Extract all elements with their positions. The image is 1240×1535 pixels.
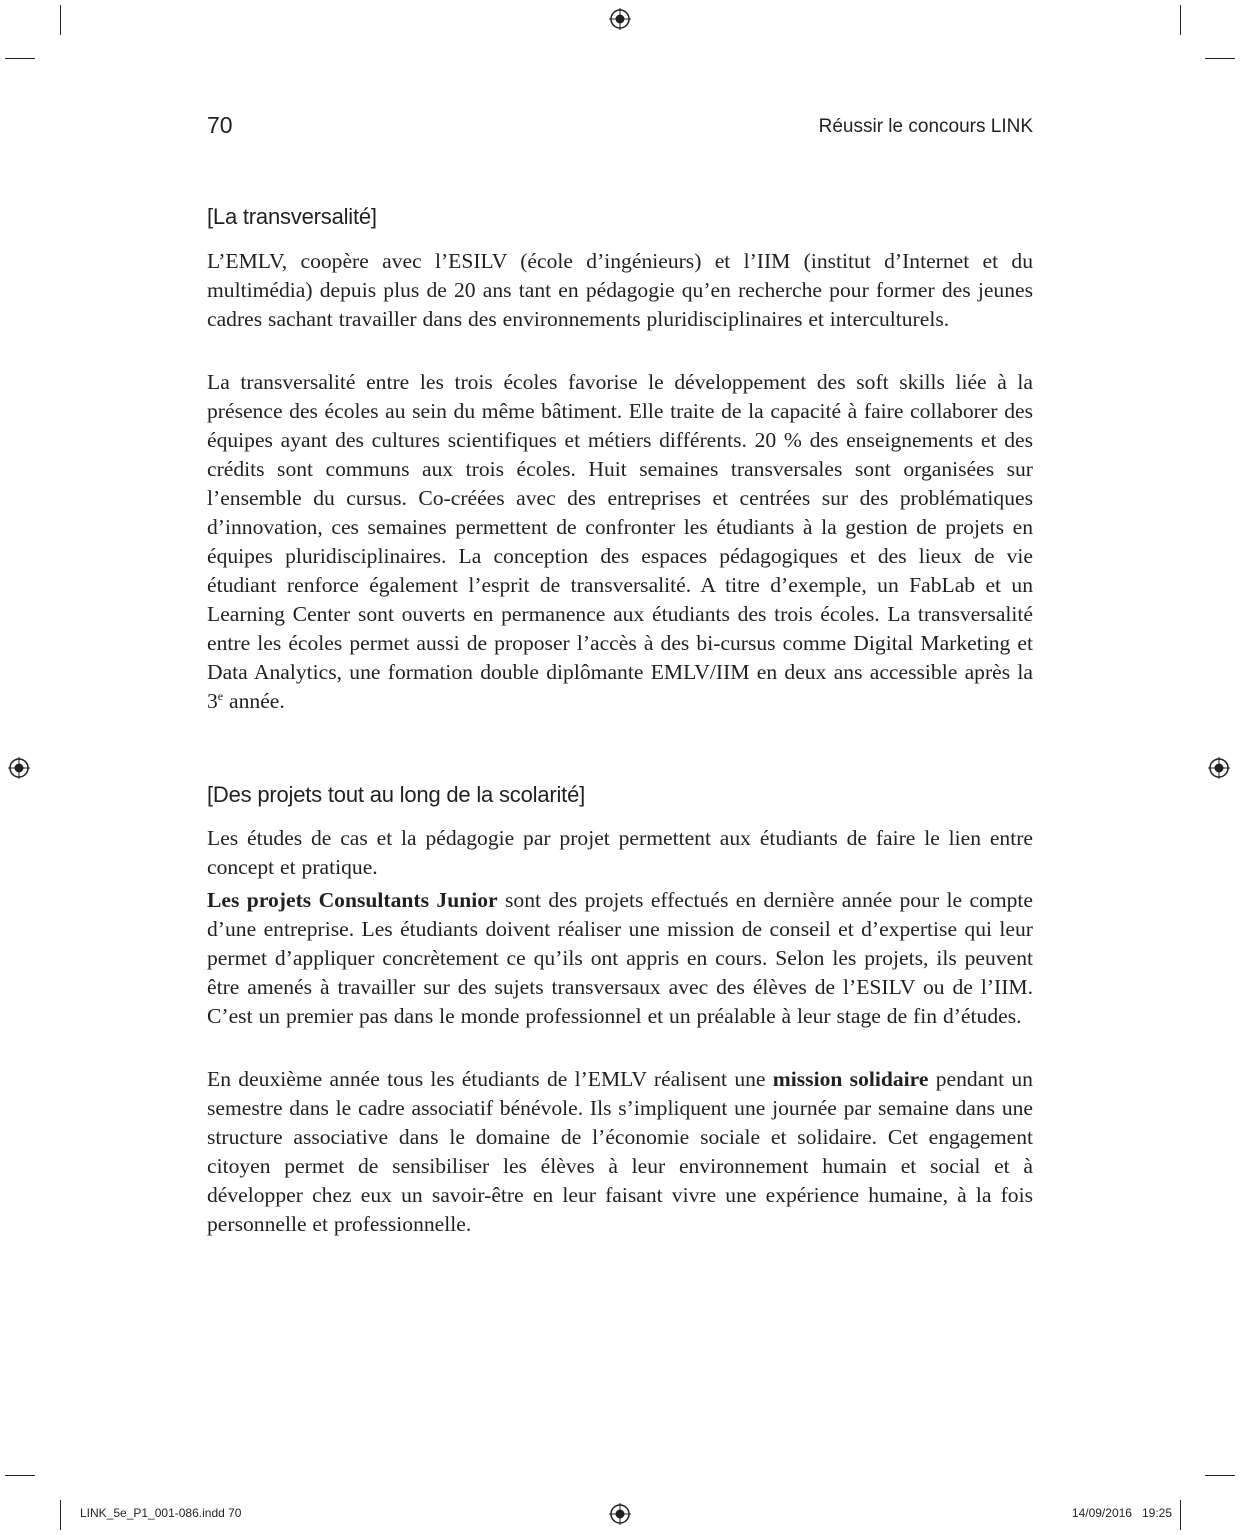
paragraph-text-end: pendant un semestre dans le cadre associatif bénévole. Ils s’impliquent une journée par semaine dans une structure associative dans le domaine de l’économie sociale et solidaire. Cet engagement citoyen permet de sensibiliser les élèves à leur environnement humain et social et à développer chez eux un savoir-être en leur faisant vivre une expérience humaine, à la fois personnelle et professionnelle. (207, 1067, 1033, 1236)
section-heading-transversalite: [La transversalité] (207, 204, 377, 229)
registration-mark-bottom (609, 1503, 631, 1525)
paragraph-mission-solidaire (207, 1065, 1033, 1239)
crop-mark-top-right (1205, 58, 1235, 59)
paragraph-etudes-de-cas: Les études de cas et la pédagogie par projet permettent aux étudiants de faire le lien entre concept et pratique. (207, 826, 1033, 879)
running-head (207, 112, 1033, 148)
registration-mark-top (609, 8, 631, 30)
registration-mark-right (1208, 757, 1230, 779)
slug-file-name: LINK_5e_P1_001-086.indd 70 (80, 1506, 242, 1520)
crop-mark-bottom-left (5, 1475, 35, 1476)
paragraph-text: sont des projets effectués en dernière année pour le compte d’une entreprise. Les étudiants doivent réaliser une mission de conseil et d’expertise qui leur permet d’appliquer concrètement ce qu’ils ont appris en cours. Selon les projets, ils peuvent être amenés à travailler sur des sujets transversaux avec des élèves de l’ESILV ou de l’IIM. C’est un premier pas dans le monde professionnel et un préalable à leur stage de fin d’études. (207, 888, 1033, 1028)
paragraph-text-end: année. (223, 689, 285, 713)
crop-mark-top-left (60, 5, 61, 35)
book-title: Réussir le concours LINK (818, 116, 1033, 137)
crop-mark-bottom-left (60, 1500, 61, 1530)
crop-mark-top-right (1180, 5, 1181, 35)
page-number: 70 (207, 112, 233, 138)
paragraph-transversalite-details (207, 368, 1033, 716)
bold-term: mission solidaire (772, 1067, 929, 1091)
bold-term: Les projets Consultants Junior (207, 888, 498, 912)
superscript-e: e (217, 689, 224, 703)
crop-mark-bottom-right (1205, 1475, 1235, 1476)
paragraph-text: La transversalité entre les trois écoles favorise le développement des soft skills liée à la présence des écoles au sein du même bâtiment. Elle traite de la capacité à faire collaborer des équipes ayant des cultures scientifiques et métiers différents. 20 % des enseignements et des crédits sont communs aux trois écoles. Huit semaines transversales sont organisées sur l’ensemble du cursus. Co-créées avec des entreprises et centrées sur des problématiques d’innovation, ces semaines permettent de confronter les étudiants à la gestion de projets en équipes pluridisciplinaires. La conception des espaces pédagogiques et des lieux de vie étudiant renforce également l’esprit de transversalité. A titre d’exemple, un FabLab et un Learning Center sont ouverts en permanence aux étudiants des trois écoles. La transversalité entre les écoles permet aussi de proposer l’accès à des bi-cursus comme Digital Marketing et Data Analytics, une formation double diplômante EMLV/IIM en deux ans accessible après la 3 (207, 370, 1033, 713)
paragraph-text: En deuxième année tous les étudiants de l’EMLV réalisent une (207, 1067, 773, 1091)
paragraph-emlv-cooperation: L’EMLV, coopère avec l’ESILV (école d’ingénieurs) et l’IIM (institut d’Internet et du multimédia) depuis plus de 20 ans tant en pédagogie qu’en recherche pour former des jeunes cadres sachant travailler dans des environnements pluridisciplinaires et interculturels. (207, 249, 1033, 331)
slug-timestamp: 14/09/2016 19:25 (1071, 1506, 1172, 1520)
crop-mark-top-left (5, 58, 35, 59)
paragraph-consultants-junior (207, 886, 1033, 1031)
section-heading-projets: [Des projets tout au long de la scolarité] (207, 782, 586, 807)
registration-mark-left (8, 757, 30, 779)
crop-mark-bottom-right (1180, 1500, 1181, 1530)
